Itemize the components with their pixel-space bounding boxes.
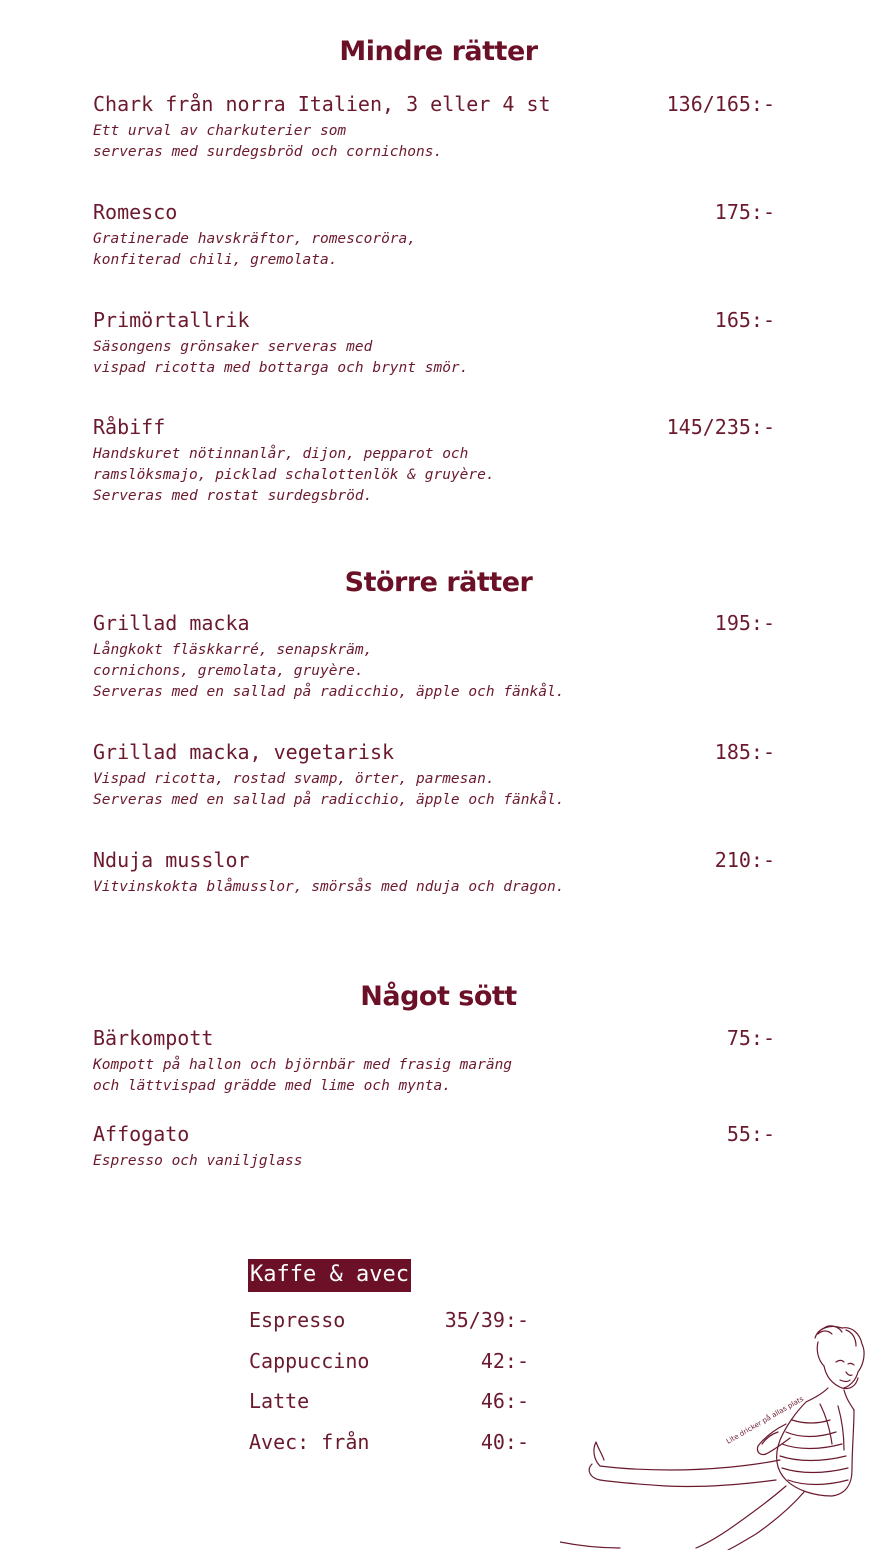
menu-item — [93, 92, 775, 163]
item-description: Ett urval av charkuterier som serveras med surdegsbröd och cornichons. — [93, 123, 443, 160]
item-price: 136/165:- — [666, 92, 775, 116]
section-title-storre: Större rätter — [344, 567, 533, 598]
item-description: Säsongens grönsaker serveras med vispad ricotta med bottarga och brynt smör. — [93, 339, 469, 376]
item-description: Vitvinskokta blåmusslor, smörsås med nduja och dragon. — [93, 879, 565, 895]
kaffe-item-name: Latte — [249, 1389, 310, 1413]
kaffe-item — [249, 1430, 529, 1456]
item-price: 145/235:- — [666, 415, 775, 439]
reclining-person-drawing-icon — [560, 1320, 877, 1550]
menu-item — [93, 200, 775, 271]
item-description: Långkokt fläskkarré, senapskräm, cornichons, gremolata, gruyère. Serveras med en sallad på radicchio, äpple och fänkål. — [93, 642, 565, 700]
kaffe-item — [249, 1308, 529, 1334]
kaffe-item-price: 40:- — [480, 1430, 529, 1454]
menu-item — [93, 1026, 775, 1097]
menu-item — [93, 415, 775, 507]
item-price: 185:- — [714, 740, 775, 764]
kaffe-item — [249, 1389, 529, 1415]
item-name: Bärkompott — [93, 1026, 214, 1050]
item-name: Primörtallrik — [93, 308, 250, 332]
kaffe-item-name: Espresso — [249, 1308, 346, 1332]
item-description: Espresso och vaniljglass — [93, 1153, 303, 1169]
item-name: Affogato — [93, 1122, 190, 1146]
item-description: Vispad ricotta, rostad svamp, örter, parmesan. Serveras med en sallad på radicchio, äpple och fänkål. — [93, 771, 565, 808]
kaffe-item-price: 42:- — [480, 1349, 529, 1373]
menu-item — [93, 1122, 775, 1172]
item-price: 55:- — [726, 1122, 775, 1146]
item-price: 165:- — [714, 308, 775, 332]
kaffe-title: Kaffe & avec — [248, 1259, 411, 1292]
section-title-mindre: Mindre rätter — [339, 36, 538, 67]
kaffe-item-name: Avec: från — [249, 1430, 370, 1454]
item-name: Grillad macka — [93, 611, 250, 635]
item-price: 175:- — [714, 200, 775, 224]
menu-item — [93, 611, 775, 703]
item-price: 75:- — [726, 1026, 775, 1050]
item-name: Nduja musslor — [93, 848, 250, 872]
item-price: 195:- — [714, 611, 775, 635]
item-name: Romesco — [93, 200, 178, 224]
item-description: Gratinerade havskräftor, romescoröra, konfiterad chili, gremolata. — [93, 231, 417, 268]
kaffe-item-price: 35/39:- — [444, 1308, 529, 1332]
menu-item — [93, 740, 775, 811]
kaffe-item — [249, 1349, 529, 1375]
section-title-sott: Något sött — [360, 981, 517, 1012]
item-name: Chark från norra Italien, 3 eller 4 st — [93, 92, 551, 116]
item-description: Handskuret nötinnanlår, dijon, pepparot och ramslöksmajo, picklad schalottenlök & gruyère. Serveras med rostat surdegsbröd. — [93, 446, 495, 504]
item-description: Kompott på hallon och björnbär med frasig maräng och lättvispad grädde med lime och mynta. — [93, 1057, 513, 1094]
kaffe-item-name: Cappuccino — [249, 1349, 370, 1373]
illustration-caption: Lite dricker på allas plats — [725, 1394, 806, 1446]
item-name: Råbiff — [93, 415, 166, 439]
kaffe-item-price: 46:- — [480, 1389, 529, 1413]
item-price: 210:- — [714, 848, 775, 872]
menu-item — [93, 848, 775, 898]
item-name: Grillad macka, vegetarisk — [93, 740, 395, 764]
menu-item — [93, 308, 775, 379]
